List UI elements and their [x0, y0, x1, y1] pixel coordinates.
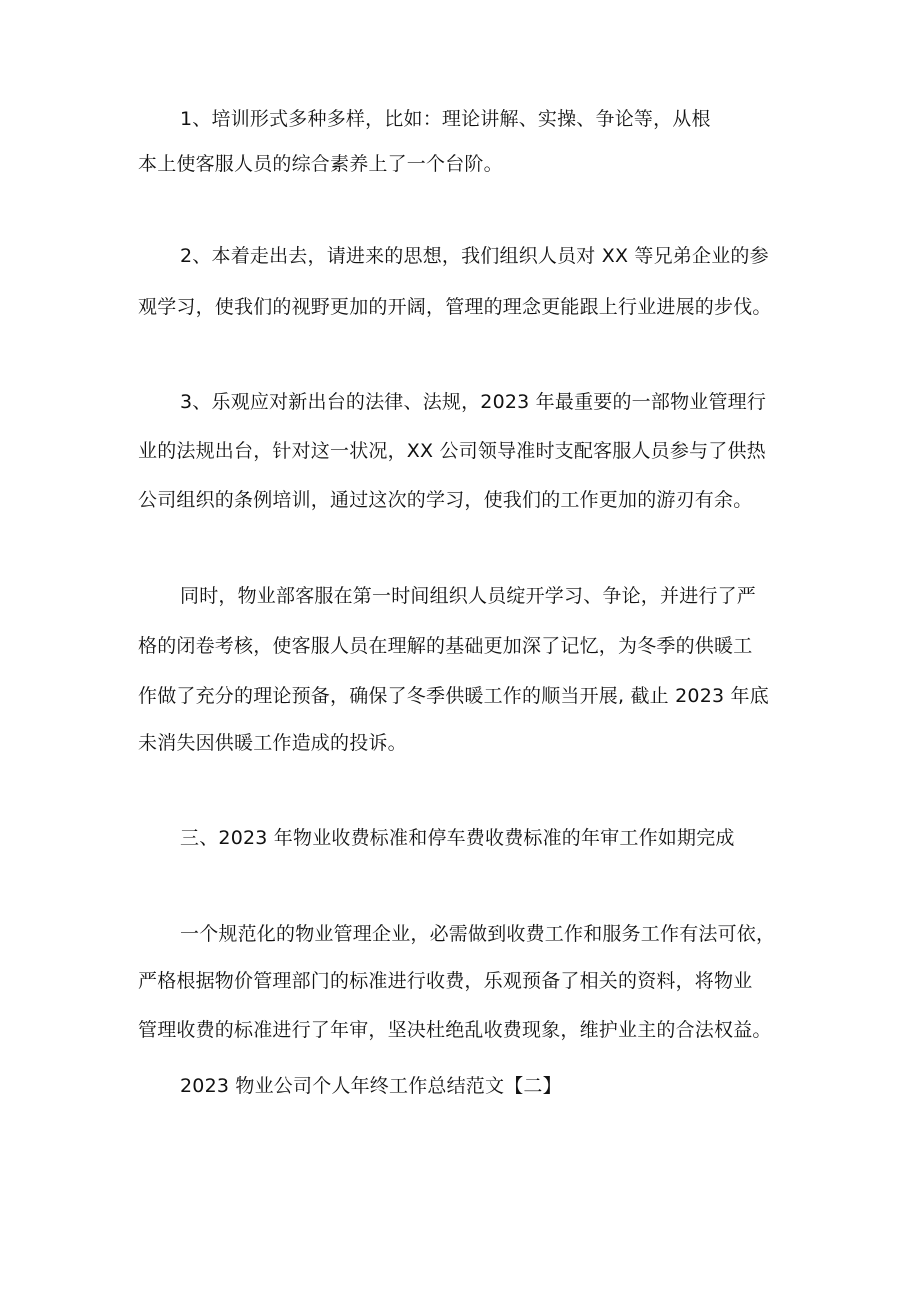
paragraph-5-line-2: 严格根据物价管理部门的标准进行收费，乐观预备了相关的资料，将物业 — [138, 970, 753, 992]
paragraph-5-line-1: 一个规范化的物业管理企业，必需做到收费工作和服务工作有法可依， — [180, 923, 776, 945]
paragraph-2-line-1: 2、本着走出去，请进来的思想，我们组织人员对 XX 等兄弟企业的参 — [180, 245, 769, 267]
paragraph-5-line-3: 管理收费的标准进行了年审，坚决杜绝乱收费现象，维护业主的合法权益。 — [138, 1019, 772, 1041]
paragraph-4-line-1: 同时，物业部客服在第一时间组织人员绽开学习、争论，并进行了严 — [180, 585, 757, 607]
paragraph-3-line-2: 业的法规出台，针对这一状况，XX 公司领导准时支配客服人员参与了供热 — [138, 440, 766, 462]
paragraph-2-line-2: 观学习，使我们的视野更加的开阔，管理的理念更能跟上行业进展的步伐。 — [138, 296, 772, 318]
paragraph-3-line-1: 3、乐观应对新出台的法律、法规，2023 年最重要的一部物业管理行 — [180, 391, 767, 413]
section-title: 2023 物业公司个人年终工作总结范文【二】 — [180, 1075, 562, 1097]
paragraph-3-line-3: 公司组织的条例培训，通过这次的学习，使我们的工作更加的游刃有余。 — [138, 489, 753, 511]
paragraph-4-line-2: 格的闭卷考核，使客服人员在理解的基础更加深了记忆，为冬季的供暖工 — [138, 635, 753, 657]
paragraph-1-line-2: 本上使客服人员的综合素养上了一个台阶。 — [138, 153, 503, 175]
paragraph-4-line-3: 作做了充分的理论预备，确保了冬季供暖工作的顺当开展, 截止 2023 年底 — [138, 685, 769, 707]
paragraph-4-line-4: 未消失因供暖工作造成的投诉。 — [138, 732, 407, 754]
section-heading-3: 三、2023 年物业收费标准和停车费收费标准的年审工作如期完成 — [180, 827, 735, 849]
paragraph-1-line-1: 1、培训形式多种多样，比如：理论讲解、实操、争论等，从根 — [180, 108, 711, 130]
